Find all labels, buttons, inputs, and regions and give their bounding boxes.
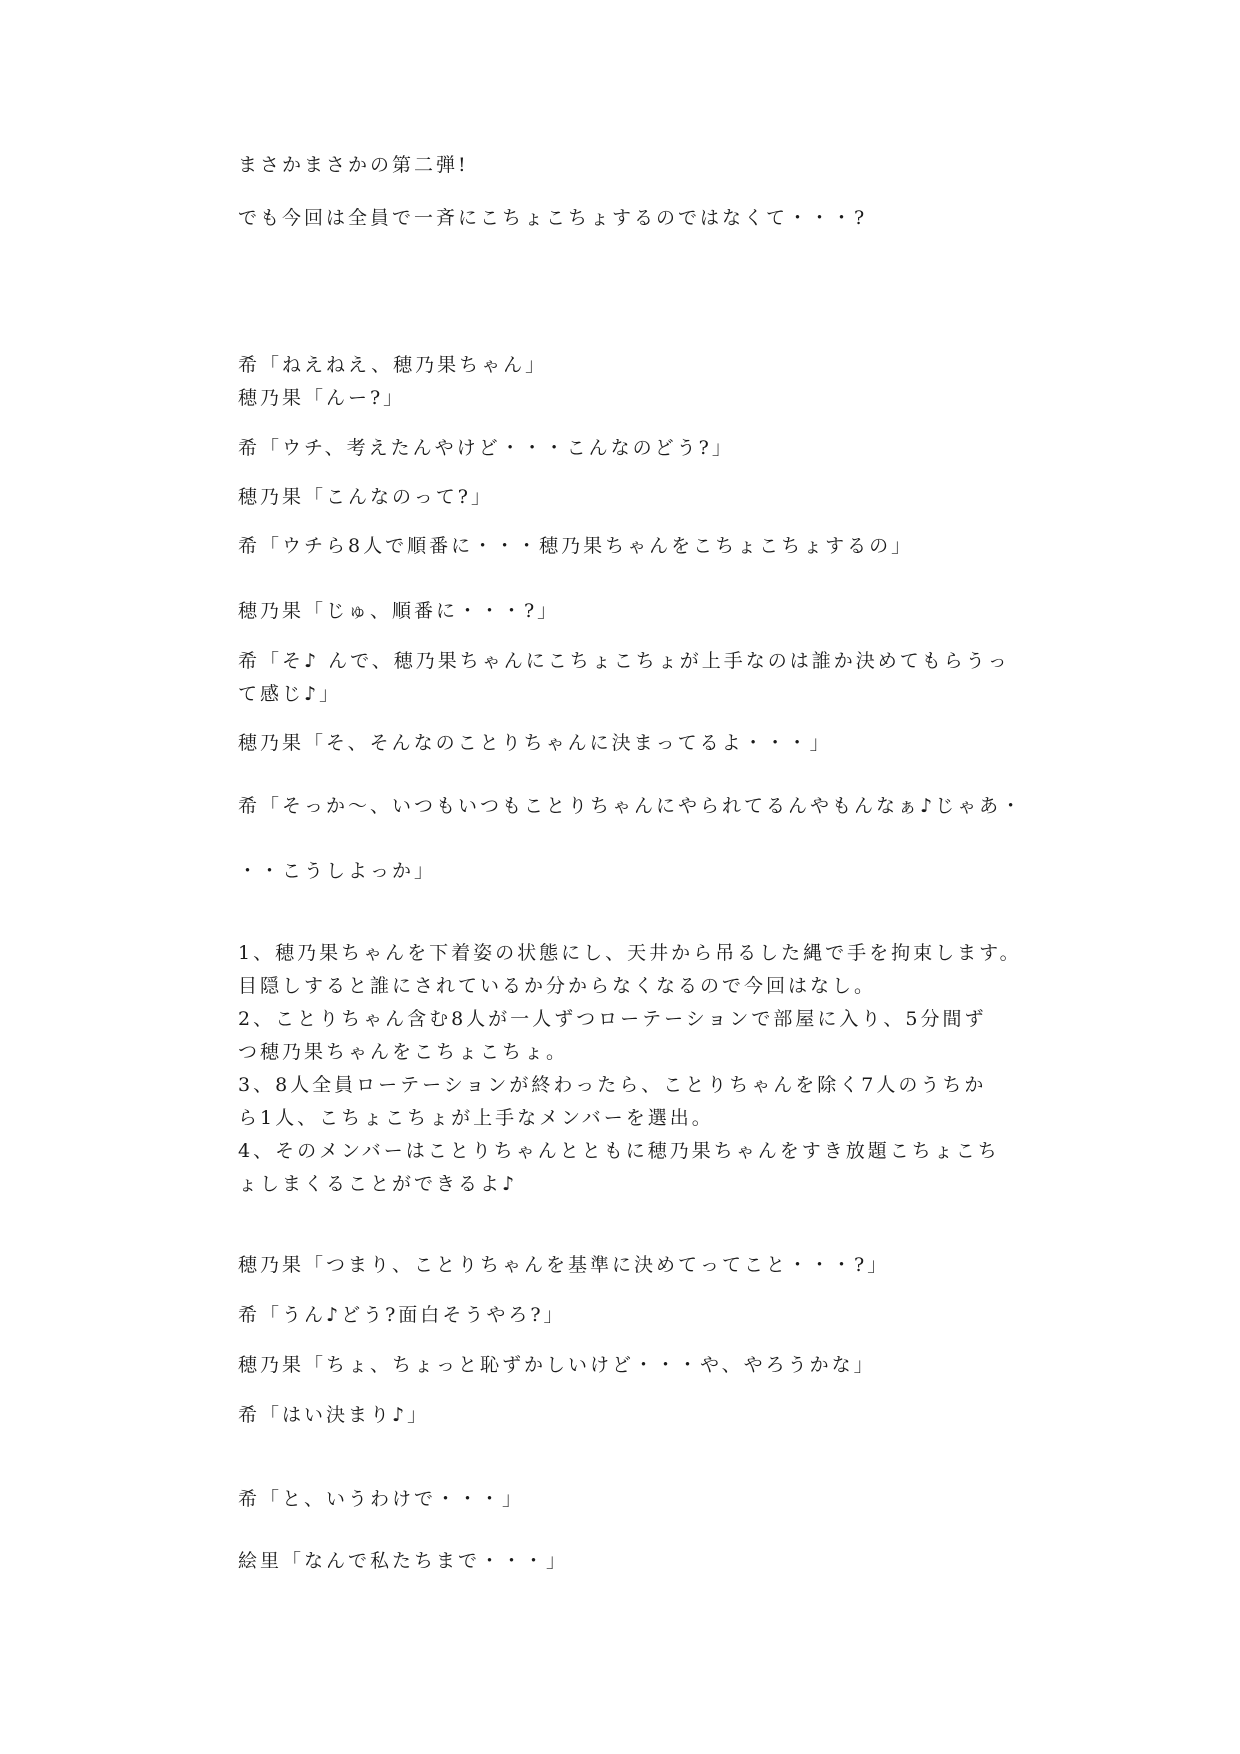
text-line: 希「はい決まり♪」: [238, 1404, 430, 1426]
text-line: 希「ウチら8人で順番に・・・穂乃果ちゃんをこちょこちょするの」: [238, 535, 914, 557]
text-line: 希「と、いうわけで・・・」: [238, 1488, 525, 1510]
rule-line: 4、そのメンバーはことりちゃんとともに穂乃果ちゃんをすき放題こちょこち: [238, 1140, 1000, 1162]
text-line: まさかまさかの第二弾!: [238, 154, 469, 176]
text-line: でも今回は全員で一斉にこちょこちょするのではなくて・・・?: [238, 207, 868, 229]
rule-line: ょしまくることができるよ♪: [238, 1173, 518, 1195]
text-line: 希「そっか〜、いつもいつもことりちゃんにやられてるんやもんなぁ♪じゃあ・: [238, 795, 1024, 817]
rule-line: 2、ことりちゃん含む8人が一人ずつローテーションで部屋に入り、5分間ず: [238, 1008, 987, 1030]
text-line: 穂乃果「つまり、ことりちゃんを基準に決めてってこと・・・?」: [238, 1254, 890, 1276]
rule-line: ら1人、こちょこちょが上手なメンバーを選出。: [238, 1107, 714, 1129]
text-line: 希「ウチ、考えたんやけど・・・こんなのどう?」: [238, 437, 734, 459]
rule-line: 目隠しすると誰にされているか分からなくなるので今回はなし。: [238, 975, 877, 997]
rule-line: つ穂乃果ちゃんをこちょこちょ。: [238, 1041, 569, 1063]
rule-line: 1、穂乃果ちゃんを下着姿の状態にし、天井から吊るした縄で手を拘束します。: [238, 942, 1022, 964]
text-line: 希「ねえねえ、穂乃果ちゃん」: [238, 354, 548, 376]
text-line: 穂乃果「そ、そんなのことりちゃんに決まってるよ・・・」: [238, 732, 832, 754]
text-line: 穂乃果「ちょ、ちょっと恥ずかしいけど・・・や、やろうかな」: [238, 1354, 876, 1376]
text-line: 穂乃果「じゅ、順番に・・・?」: [238, 600, 560, 622]
text-line: て感じ♪」: [238, 683, 342, 705]
rule-line: 3、8人全員ローテーションが終わったら、ことりちゃんを除く7人のうちか: [238, 1074, 987, 1096]
text-line: 穂乃果「んー?」: [238, 387, 406, 409]
text-line: 希「うん♪どう?面白そうやろ?」: [238, 1304, 566, 1326]
text-line: ・・こうしよっか」: [238, 860, 437, 882]
text-line: 希「そ♪ んで、穂乃果ちゃんにこちょこちょが上手なのは誰か決めてもらうっ: [238, 650, 1010, 672]
text-line: 絵里「なんで私たちまで・・・」: [238, 1550, 569, 1572]
text-line: 穂乃果「こんなのって?」: [238, 486, 493, 508]
